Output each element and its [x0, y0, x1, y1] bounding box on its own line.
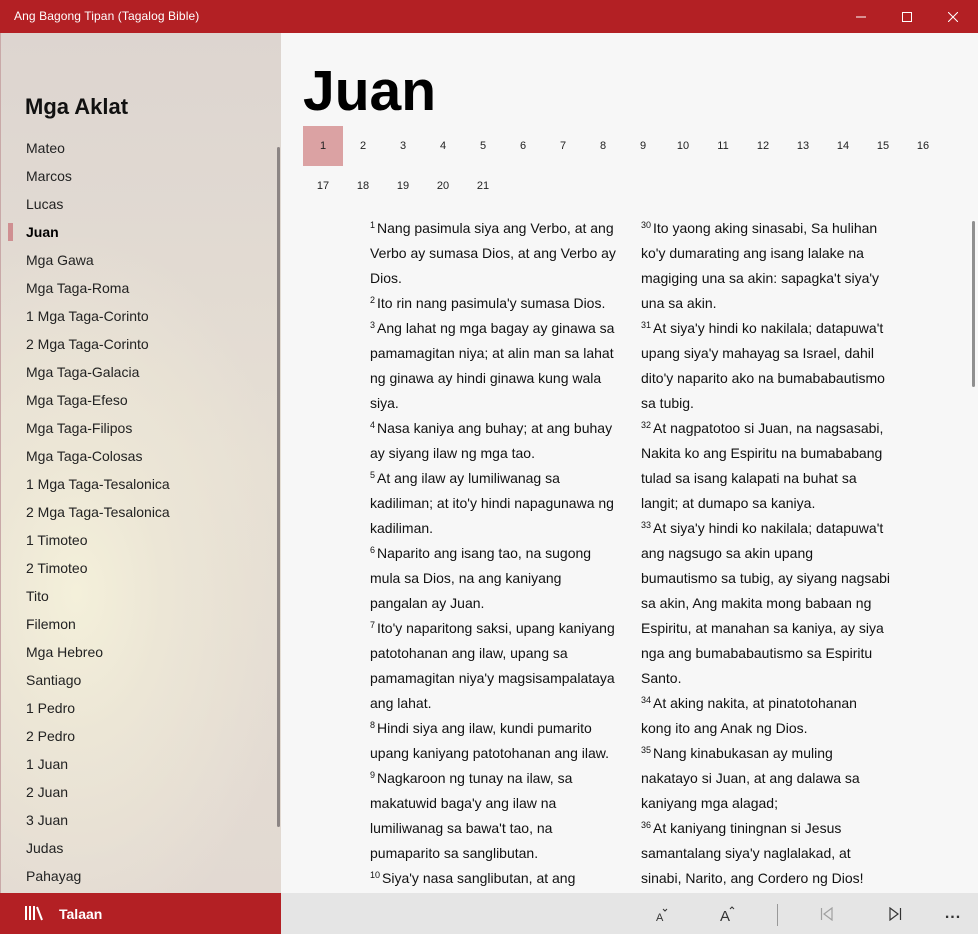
book-item[interactable] [1, 358, 271, 386]
chapter-button[interactable]: 13 [796, 140, 810, 152]
verse [370, 416, 620, 466]
book-label: Mga Taga-Filipos [26, 420, 133, 436]
verse [370, 541, 620, 616]
verse-text: Nasa kaniya ang buhay; at ang buhay ay siyang ilaw ng mga tao. [370, 420, 613, 461]
book-item[interactable] [1, 638, 271, 666]
book-item[interactable] [1, 414, 271, 442]
verse-text: Nagkaroon ng tunay na ilaw, sa makatuwid baga'y ang ilaw na lumiliwanag sa bawa't tao, na pumaparito sa sanglibutan. [370, 770, 573, 861]
book-item[interactable] [1, 722, 271, 750]
book-item[interactable] [1, 470, 271, 498]
verse [641, 691, 891, 741]
verse-number: 34 [641, 695, 652, 705]
more-icon: ... [944, 904, 962, 922]
book-item[interactable] [1, 274, 271, 302]
library-icon [24, 905, 44, 921]
book-item[interactable] [1, 666, 271, 694]
book-label: Pahayag [26, 868, 82, 884]
book-item[interactable] [1, 526, 271, 554]
verse-text: Naparito ang isang tao, na sugong mula sa Dios, na ang kaniyang pangalan ay Juan. [370, 545, 592, 611]
previous-chapter-button[interactable] [812, 893, 842, 934]
book-label: Tito [26, 588, 49, 604]
book-label: 1 Timoteo [26, 532, 88, 548]
chapter-button[interactable]: 20 [436, 180, 450, 192]
verse [370, 616, 620, 716]
chapter-button[interactable]: 5 [479, 140, 487, 152]
chapter-grid [303, 126, 943, 206]
chapter-button[interactable]: 2 [359, 140, 367, 152]
book-item[interactable] [1, 330, 271, 358]
chapter-button[interactable]: 9 [639, 140, 647, 152]
book-list [1, 134, 271, 890]
book-item[interactable] [1, 190, 271, 218]
verse [641, 316, 891, 416]
book-item[interactable] [1, 834, 271, 862]
chapter-button[interactable]: 7 [559, 140, 567, 152]
book-item[interactable] [1, 694, 271, 722]
verse-number: 36 [641, 820, 652, 830]
verse [370, 466, 620, 541]
book-label: 2 Mga Taga-Corinto [26, 336, 149, 352]
sidebar-scrollbar[interactable] [277, 147, 280, 827]
maximize-icon [902, 12, 912, 22]
book-label: Mga Taga-Efeso [26, 392, 128, 408]
book-label: Mga Taga-Colosas [26, 448, 143, 464]
book-label: 2 Mga Taga-Tesalonica [26, 504, 170, 520]
book-item[interactable] [1, 134, 271, 162]
book-item[interactable] [1, 582, 271, 610]
verse [370, 766, 620, 866]
command-bar [281, 893, 978, 934]
book-label: Juan [26, 224, 59, 240]
chapter-button[interactable]: 8 [599, 140, 607, 152]
verse [370, 316, 620, 416]
verse-number: 8 [370, 720, 376, 730]
book-label: Mga Hebreo [26, 644, 104, 660]
chapter-button[interactable]: 16 [916, 140, 930, 152]
minimize-button[interactable] [838, 0, 884, 33]
book-label: Marcos [26, 168, 72, 184]
previous-chapter-icon [820, 907, 834, 921]
maximize-button[interactable] [884, 0, 930, 33]
verse-column-right [641, 216, 891, 891]
window-title: Ang Bagong Tipan (Tagalog Bible) [14, 9, 200, 23]
book-label: 1 Mga Taga-Corinto [26, 308, 149, 324]
chapter-button[interactable]: 14 [836, 140, 850, 152]
chapter-button[interactable]: 4 [439, 140, 447, 152]
verse-number: 1 [370, 220, 376, 230]
book-item[interactable] [1, 610, 271, 638]
chapter-button[interactable]: 19 [396, 180, 410, 192]
verse-text: Nang kinabukasan ay muling nakatayo si Juan, at ang dalawa sa kaniyang mga alagad; [641, 745, 860, 811]
verse-number: 9 [370, 770, 376, 780]
book-item[interactable] [1, 498, 271, 526]
more-button[interactable] [938, 893, 968, 934]
book-label: 1 Pedro [26, 700, 76, 716]
close-icon [948, 12, 958, 22]
svg-text:A: A [656, 911, 664, 922]
verse-number: 33 [641, 520, 652, 530]
title-bar [0, 0, 978, 33]
chapter-button[interactable]: 1 [303, 126, 343, 166]
verse [370, 216, 620, 291]
verse-number: 32 [641, 420, 652, 430]
verse-text: Ito yaong aking sinasabi, Sa hulihan ko'y dumarating ang isang lalake na magiging una sa akin: sapagka't siya'y una sa akin. [641, 220, 880, 311]
verse-text: At ang ilaw ay lumiliwanag sa kadiliman; at ito'y hindi napagunawa ng kadiliman. [370, 470, 614, 536]
book-item[interactable] [1, 386, 271, 414]
next-chapter-button[interactable] [880, 893, 910, 934]
chapter-button[interactable]: 12 [756, 140, 770, 152]
verse-text: Siya'y nasa sanglibutan, at ang [382, 870, 576, 886]
book-label: 1 Mga Taga-Tesalonica [26, 476, 170, 492]
book-item[interactable] [1, 162, 271, 190]
next-chapter-icon [888, 907, 902, 921]
svg-text:A: A [720, 907, 731, 923]
verse-text: Nang pasimula siya ang Verbo, at ang Verbo ay sumasa Dios, at ang Verbo ay Dios. [370, 220, 616, 286]
verse-text: Hindi siya ang ilaw, kundi pumarito upang kaniyang patotohanan ang ilaw. [370, 720, 609, 761]
verse [641, 741, 891, 816]
verse [370, 866, 620, 891]
book-label: Mateo [26, 140, 65, 156]
book-item[interactable] [1, 218, 271, 246]
book-label: 3 Juan [26, 812, 69, 828]
verse-number: 6 [370, 545, 376, 555]
book-label: 2 Juan [26, 784, 69, 800]
chapter-button[interactable]: 6 [519, 140, 527, 152]
book-item[interactable] [1, 778, 271, 806]
book-label: Santiago [26, 672, 82, 688]
books-sidebar [0, 33, 281, 893]
reader-scrollbar[interactable] [972, 221, 975, 387]
book-label: 2 Timoteo [26, 560, 88, 576]
decrease-font-icon [654, 906, 670, 922]
verse-number: 5 [370, 470, 376, 480]
library-button[interactable] [0, 893, 281, 934]
verse-text: Ito rin nang pasimula'y sumasa Dios. [377, 295, 606, 311]
verse-text: At aking nakita, at pinatotohanan kong ito ang Anak ng Dios. [641, 695, 857, 736]
book-label: 1 Juan [26, 756, 69, 772]
verse-text: At nagpatotoo si Juan, na nagsasabi, Nakita ko ang Espiritu na bumababang tulad sa isang kalapati na buhat sa langit; at dumapo sa kaniya. [641, 420, 884, 511]
book-item[interactable] [1, 442, 271, 470]
verse-text: Ito'y naparitong saksi, upang kaniyang patotohanan ang ilaw, upang sa pamamagitan niya'y magsisampalataya ang lahat. [370, 620, 615, 711]
verse [641, 416, 891, 516]
chapter-button[interactable]: 18 [356, 180, 370, 192]
verse-column-left [370, 216, 620, 891]
book-label: Lucas [26, 196, 64, 212]
book-item[interactable] [1, 554, 271, 582]
verse-text: Ang lahat ng mga bagay ay ginawa sa pamamagitan niya; at alin man sa lahat ng ginawa ay hindi ginawa kung wala siya. [370, 320, 615, 411]
book-label: Filemon [26, 616, 76, 632]
book-item[interactable] [1, 302, 271, 330]
verse-number: 3 [370, 320, 376, 330]
book-label: Judas [26, 840, 64, 856]
verse-number: 4 [370, 420, 376, 430]
decrease-font-button[interactable] [647, 893, 677, 934]
chapter-button[interactable]: 10 [676, 140, 690, 152]
chapter-button[interactable]: 17 [316, 180, 330, 192]
sidebar-heading: Mga Aklat [25, 94, 129, 119]
verse-number: 10 [370, 870, 381, 880]
chapter-button[interactable]: 3 [399, 140, 407, 152]
verse [641, 216, 891, 316]
increase-font-icon [719, 905, 737, 923]
chapter-button[interactable]: 11 [717, 140, 729, 152]
verse [641, 516, 891, 691]
verse-number: 31 [641, 320, 652, 330]
verse-number: 35 [641, 745, 652, 755]
reader-pane [281, 33, 978, 893]
chapter-button[interactable]: 15 [876, 140, 890, 152]
book-item[interactable] [1, 806, 271, 834]
book-item[interactable] [1, 750, 271, 778]
book-label: Mga Taga-Roma [26, 280, 130, 296]
verse-number: 2 [370, 295, 376, 305]
increase-font-button[interactable] [713, 893, 743, 934]
verse-number: 30 [641, 220, 652, 230]
selection-indicator [8, 223, 13, 241]
library-label: Talaan [59, 906, 103, 922]
command-separator [777, 904, 778, 926]
chapter-button[interactable]: 21 [476, 180, 490, 192]
book-label: Mga Gawa [26, 252, 94, 268]
verse-number: 7 [370, 620, 376, 630]
book-title: Juan [303, 59, 437, 123]
verse [641, 816, 891, 891]
verse [370, 716, 620, 766]
book-item[interactable] [1, 862, 271, 890]
verse-text: At siya'y hindi ko nakilala; datapuwa't ang nagsugo sa akin upang bumautismo sa tubig, ay siyang nagsabi sa akin, Ang makita mong babaan ng Espiritu, at manahan sa kaniya, ay siya nga ang bumababautismo sa Espiritu Santo. [641, 520, 891, 686]
verse-text: At kaniyang tiningnan si Jesus samantalang siya'y naglalakad, at sinabi, Narito, ang Cordero ng Dios! [641, 820, 864, 886]
minimize-icon [856, 12, 866, 22]
verse [370, 291, 620, 316]
book-label: 2 Pedro [26, 728, 76, 744]
book-item[interactable] [1, 246, 271, 274]
verse-text: At siya'y hindi ko nakilala; datapuwa't upang siya'y mahayag sa Israel, dahil dito'y naparito ako na bumababautismo sa tubig. [641, 320, 885, 411]
close-button[interactable] [930, 0, 976, 33]
book-label: Mga Taga-Galacia [26, 364, 140, 380]
